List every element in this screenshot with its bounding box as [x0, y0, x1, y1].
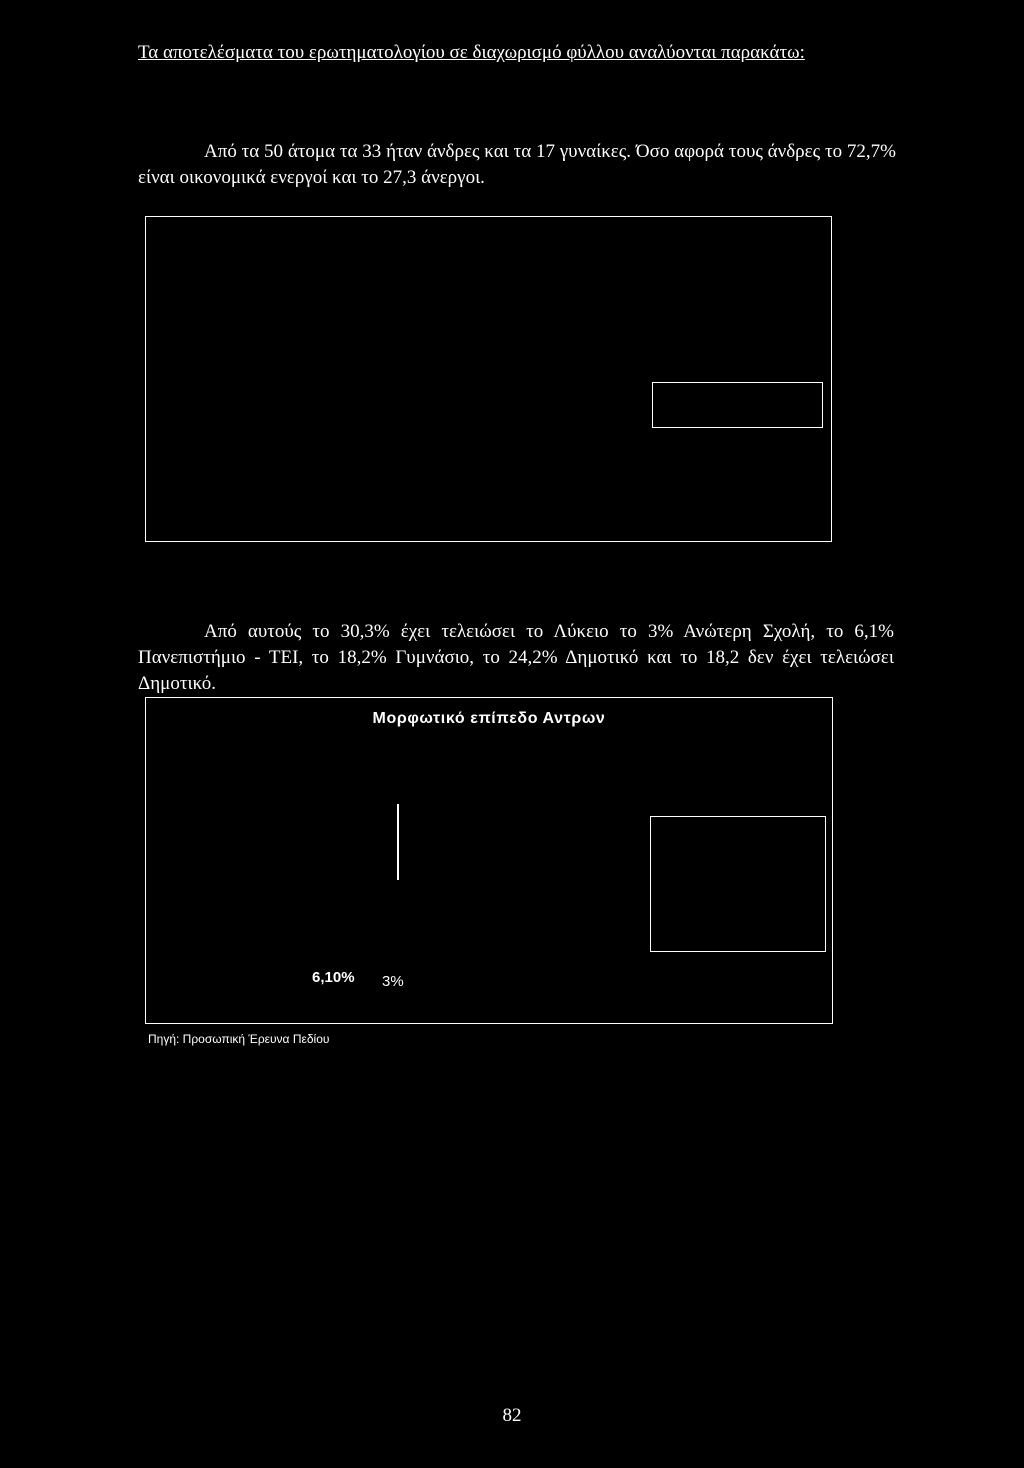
chart-education-frame — [145, 697, 833, 1024]
chart-leader-line — [397, 804, 399, 880]
section-heading: Τα αποτελέσματα του ερωτηματολογίου σε διαχωρισμό φύλλου αναλύονται παρακάτω: — [138, 42, 805, 63]
chart-data-label-higher-school: 3% — [382, 973, 404, 990]
chart-employment-legend — [652, 382, 823, 428]
paragraph-education-level: Από αυτούς το 30,3% έχει τελειώσει το Λύκειο το 3% Ανώτερη Σχολή, το 6,1% Πανεπιστήμιο - ΤΕΙ, το 18,2% Γυμνάσιο, το 24,2% Δημοτικό και το 18,2 δεν έχει τελειώσει Δημοτικό. — [138, 621, 894, 694]
chart-education-legend — [650, 816, 826, 952]
chart-education-title: Μορφωτικό επίπεδο Αντρων — [372, 710, 606, 727]
chart-data-label-university: 6,10% — [312, 969, 355, 986]
source-note: Πηγή: Προσωπική Έρευνα Πεδίου — [148, 1032, 330, 1046]
page-number: 82 — [502, 1405, 522, 1426]
paragraph-gender-split: Από τα 50 άτομα τα 33 ήταν άνδρες και τα 17 γυναίκες. Όσο αφορά τους άνδρες το 72,7% είναι οικονομικά ενεργοί και το 27,3 άνεργοι. — [138, 141, 896, 188]
chart-employment-frame — [145, 216, 832, 542]
